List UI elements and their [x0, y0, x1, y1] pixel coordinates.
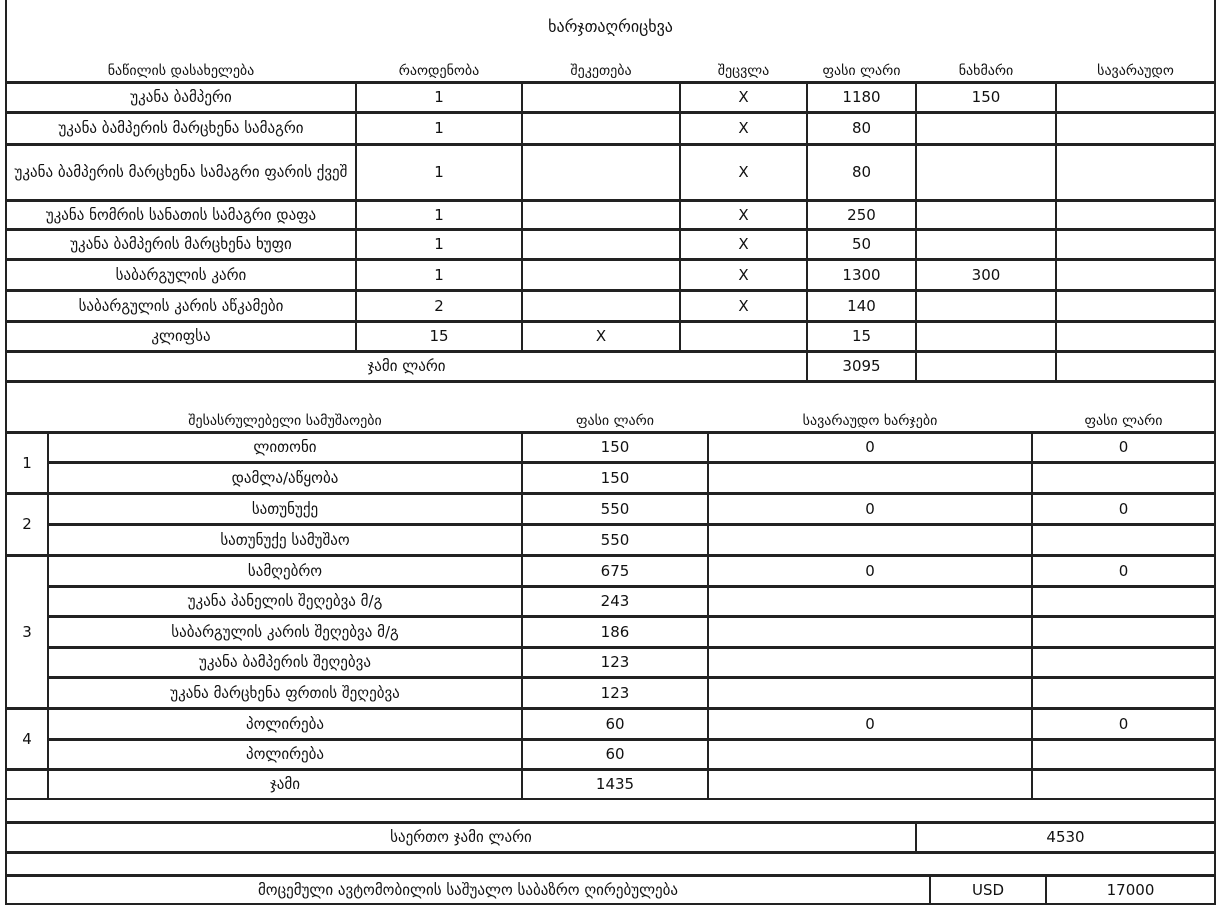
header-work-name: შესასრულებელი სამუშაოები	[188, 413, 382, 429]
est-cost-cell	[708, 462, 1032, 493]
replace-cell: X	[738, 265, 749, 284]
grid-line	[6, 431, 48, 434]
grid-line	[6, 199, 1215, 202]
est-price-cell: 0	[1118, 438, 1129, 456]
repair-cell	[522, 82, 680, 112]
est-cost-cell: 0	[865, 438, 875, 456]
grid-line	[48, 585, 1215, 588]
estimate-cell	[1056, 200, 1215, 229]
quantity-cell: 1	[434, 163, 444, 181]
grid-line	[6, 289, 1215, 292]
grid-line	[6, 798, 1215, 800]
currency-cell: USD	[971, 881, 1005, 899]
group-number: 4	[22, 729, 32, 748]
est-price-cell	[1032, 616, 1215, 647]
grand-total-value: 4530	[1046, 828, 1085, 846]
work-price-cell: 243	[600, 592, 630, 610]
grid-line	[915, 822, 917, 852]
work-price-cell: 150	[600, 468, 630, 487]
grid-line	[6, 707, 48, 710]
header-replace: შეცვლა	[717, 63, 770, 79]
used-cell	[916, 112, 1056, 144]
grid-line	[679, 82, 681, 351]
price-cell: 1180	[842, 88, 881, 106]
sum-empty-cell	[6, 769, 48, 799]
est-cost-cell	[708, 739, 1032, 769]
est-price-cell: 0	[1118, 561, 1129, 580]
est-cost-cell: 0	[865, 714, 875, 733]
work-name-cell: ლითონი	[253, 438, 317, 456]
quantity-cell: 1	[434, 88, 444, 106]
work-name-cell: უკანა ბამპერის შეღებვა	[199, 653, 371, 671]
grid-line	[48, 676, 1215, 679]
header-used: ნახმარი	[958, 63, 1014, 79]
quantity-cell: 1	[434, 205, 444, 224]
grid-line	[521, 432, 523, 799]
repair-cell	[522, 200, 680, 229]
grid-line	[6, 554, 48, 557]
grid-line	[6, 380, 1215, 383]
grid-line	[1031, 432, 1033, 799]
market-value-amount: 17000	[1106, 881, 1155, 899]
grid-line	[48, 492, 1215, 495]
used-cell: 150	[971, 88, 1001, 106]
repair-cell	[522, 144, 680, 200]
header-part-name: ნაწილის დასახელება	[107, 63, 255, 79]
grid-line	[6, 258, 1215, 261]
grid-line	[47, 432, 49, 799]
quantity-cell: 15	[429, 327, 449, 345]
repair-cell: X	[595, 327, 607, 345]
grid-line	[6, 143, 1215, 146]
estimate-cell	[1056, 82, 1215, 112]
header-estimate: სავარაუდო	[1097, 63, 1174, 79]
estimate-cell	[1056, 229, 1215, 259]
grid-line	[355, 82, 357, 351]
work-price-cell: 123	[600, 683, 630, 702]
grid-line	[6, 492, 48, 495]
price-cell: 80	[851, 163, 872, 181]
work-name-cell: სამღებრო	[247, 561, 323, 580]
price-cell: 80	[851, 119, 872, 137]
grid-line	[1045, 875, 1047, 905]
replace-cell: X	[738, 119, 749, 137]
grid-line	[48, 738, 1215, 741]
replace-cell: X	[738, 163, 749, 181]
grid-line	[48, 431, 1215, 434]
works-sum-label: ჯამი	[269, 775, 301, 793]
grid-line	[521, 82, 523, 351]
grid-line	[48, 707, 1215, 710]
group-number: 3	[22, 622, 32, 641]
grid-line	[6, 81, 1215, 84]
replace-cell: X	[738, 205, 749, 224]
header-work-price: ფასი ლარი	[575, 413, 655, 429]
part-name-cell: უკანა ბამპერი	[130, 88, 232, 106]
sum-empty-cell	[708, 769, 1032, 799]
parts-total-value: 3095	[842, 357, 881, 375]
work-name-cell: სათუნუქე	[251, 499, 319, 518]
grid-line	[6, 320, 1215, 323]
grid-line	[806, 82, 808, 381]
grand-total-label: საერთო ჯამი ლარი	[390, 828, 532, 846]
repair-cell	[522, 290, 680, 321]
header-quantity: რაოდენობა	[398, 63, 480, 79]
header-est-price: ფასი ლარი	[1084, 413, 1163, 429]
work-name-cell: დამლა/აწყობა	[231, 468, 339, 487]
est-price-cell: 0	[1118, 714, 1129, 733]
grid-line	[48, 461, 1215, 464]
est-cost-cell	[708, 586, 1032, 616]
quantity-cell: 1	[434, 119, 444, 137]
part-name-cell: უკანა ბამპერის მარცხენა სამაგრი ფარის ქვეშ	[14, 163, 348, 181]
repair-cell	[522, 112, 680, 144]
est-cost-cell	[708, 616, 1032, 647]
group-number: 2	[22, 515, 32, 533]
work-name-cell: პოლირება	[245, 714, 325, 733]
est-price-cell: 0	[1118, 499, 1129, 518]
est-price-cell	[1032, 739, 1215, 769]
estimate-cell	[1056, 259, 1215, 290]
part-name-cell: უკანა ბამპერის მარცხენა ხუფი	[70, 235, 292, 253]
replace-cell: X	[738, 296, 749, 315]
part-name-cell: უკანა ნომრის სანათის სამაგრი დაფა	[45, 205, 317, 224]
work-name-cell: უკანა პანელის შეღებვა მ/გ	[187, 592, 383, 610]
est-price-cell	[1032, 677, 1215, 708]
part-name-cell: უკანა ბამპერის მარცხენა სამაგრი	[58, 119, 304, 137]
price-cell: 50	[851, 235, 872, 253]
work-name-cell: უკანა მარცხენა ფრთის შეღებვა	[170, 683, 400, 702]
grid-line	[6, 111, 1215, 114]
quantity-cell: 1	[434, 265, 444, 284]
repair-cell	[522, 229, 680, 259]
used-cell	[916, 200, 1056, 229]
work-price-cell: 150	[600, 438, 630, 456]
est-price-cell	[1032, 462, 1215, 493]
repair-cell	[522, 259, 680, 290]
est-cost-cell	[708, 647, 1032, 677]
est-cost-cell	[708, 677, 1032, 708]
grid-line	[1055, 82, 1057, 381]
est-cost-cell	[708, 524, 1032, 555]
part-name-cell: კლიფსა	[151, 327, 211, 345]
works-sum-value: 1435	[595, 775, 635, 793]
grid-line	[48, 523, 1215, 526]
work-price-cell: 675	[600, 561, 630, 580]
header-est-costs: სავარაუდო ხარჯები	[802, 413, 938, 429]
est-price-cell	[1032, 647, 1215, 677]
work-name-cell: პოლირება	[245, 745, 325, 763]
price-cell: 1300	[842, 265, 881, 284]
work-price-cell: 60	[605, 745, 625, 763]
work-price-cell: 550	[600, 530, 630, 549]
work-name-cell: საბარგულის კარის შეღებვა მ/გ	[171, 622, 399, 641]
grid-line	[6, 228, 1215, 231]
est-cost-cell: 0	[865, 561, 875, 580]
used-cell	[916, 290, 1056, 321]
price-cell: 250	[847, 205, 876, 224]
replace-cell: X	[738, 235, 749, 253]
market-value-label: მოცემული ავტომობილის საშუალო საბაზრო ღირებულება	[257, 881, 679, 899]
grid-line	[48, 554, 1215, 557]
parts-total-empty	[916, 351, 1056, 381]
used-cell	[916, 229, 1056, 259]
part-name-cell: საბარგულის კარი	[115, 265, 247, 284]
est-price-cell	[1032, 586, 1215, 616]
header-repair: შეკეთება	[570, 63, 632, 79]
est-cost-cell: 0	[865, 499, 875, 518]
parts-total-label: ჯამი ლარი	[367, 357, 446, 375]
quantity-cell: 2	[434, 296, 444, 315]
estimate-cell	[1056, 144, 1215, 200]
estimate-cell	[1056, 112, 1215, 144]
grid-line	[915, 82, 917, 381]
estimate-cell	[1056, 290, 1215, 321]
used-cell	[916, 144, 1056, 200]
used-cell	[916, 321, 1056, 351]
price-cell: 15	[851, 327, 872, 345]
grid-line	[48, 615, 1215, 618]
work-price-cell: 550	[600, 499, 630, 518]
grid-line	[707, 432, 709, 799]
document-title: ხარჯთაღრიცხვა	[548, 17, 673, 36]
grid-line	[6, 768, 48, 771]
quantity-cell: 1	[434, 235, 444, 253]
header-price: ფასი ლარი	[822, 63, 901, 79]
work-name-cell: სათუნუქე სამუშაო	[220, 530, 350, 549]
work-price-cell: 60	[605, 714, 625, 733]
grid-line	[6, 851, 1215, 854]
part-name-cell: საბარგულის კარის აწკამები	[78, 296, 284, 315]
grid-line	[48, 646, 1215, 649]
parts-total-empty	[1056, 351, 1215, 381]
replace-cell	[680, 321, 807, 351]
replace-cell: X	[738, 88, 749, 106]
estimate-cell	[1056, 321, 1215, 351]
work-price-cell: 123	[600, 653, 630, 671]
grid-line	[929, 875, 931, 905]
work-price-cell: 186	[600, 622, 630, 641]
sum-empty-cell	[1032, 769, 1215, 799]
est-price-cell	[1032, 524, 1215, 555]
grid-line	[48, 768, 1215, 771]
grid-line	[6, 350, 1215, 353]
price-cell: 140	[847, 296, 876, 315]
group-number: 1	[22, 453, 32, 472]
used-cell: 300	[971, 265, 1001, 284]
